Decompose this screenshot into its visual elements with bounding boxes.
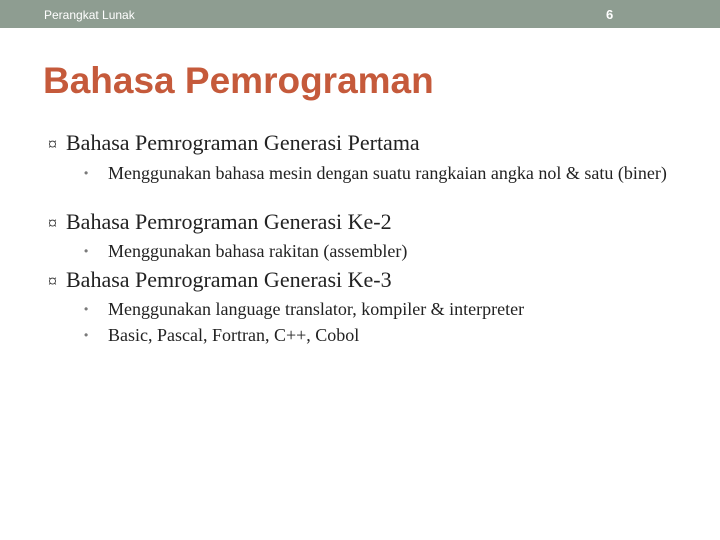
- item-text: Menggunakan bahasa mesin dengan suatu rangkaian angka nol & satu (biner): [108, 163, 667, 183]
- section-heading-2: [48, 209, 392, 235]
- bullet-dot-icon: •: [84, 244, 89, 258]
- section-bullet-icon: ¤: [48, 213, 57, 233]
- section-1-item-1: [84, 163, 684, 183]
- item-text: Menggunakan language translator, kompiler & interpreter: [108, 299, 525, 319]
- section-bullet-icon: ¤: [48, 134, 57, 154]
- bullet-dot-icon: •: [84, 166, 89, 180]
- section-2-item-1: [84, 241, 684, 261]
- header-label: Perangkat Lunak: [44, 8, 135, 22]
- slide-title: Bahasa Pemrograman: [43, 60, 434, 101]
- slide-number: 6: [606, 7, 614, 22]
- item-text: Menggunakan bahasa rakitan (assembler): [108, 241, 408, 261]
- section-heading-text: Bahasa Pemrograman Generasi Ke-3: [66, 267, 392, 292]
- section-heading-text: Bahasa Pemrograman Generasi Ke-2: [66, 209, 392, 234]
- section-bullet-icon: ¤: [48, 271, 57, 291]
- section-heading-3: [48, 267, 392, 293]
- section-3-item-1: [84, 299, 684, 319]
- item-text: Basic, Pascal, Fortran, C++, Cobol: [108, 325, 360, 345]
- bullet-dot-icon: •: [84, 328, 89, 342]
- section-3-item-2: [84, 325, 684, 345]
- header-bar: [0, 0, 720, 28]
- bullet-dot-icon: •: [84, 302, 89, 316]
- section-heading-text: Bahasa Pemrograman Generasi Pertama: [66, 130, 420, 155]
- section-heading-1: [48, 130, 420, 156]
